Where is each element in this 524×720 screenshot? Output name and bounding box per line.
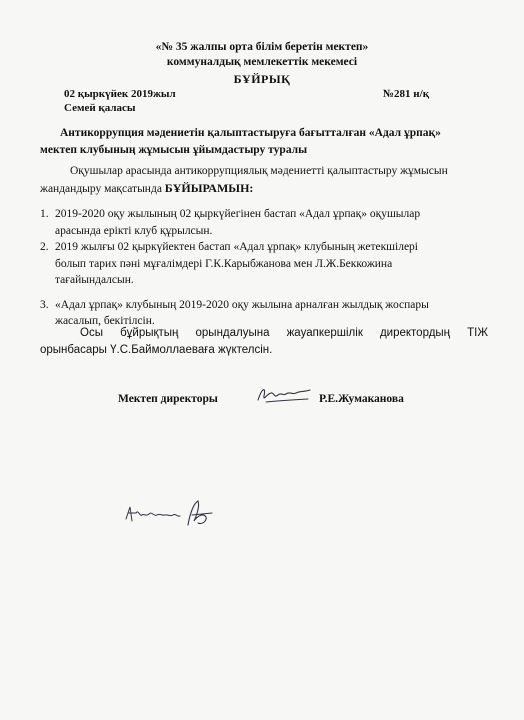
- order-item: [40, 239, 490, 289]
- responsibility-line2: орынбасары Ү.С.Баймоллаеваға жүктелсін.: [40, 344, 273, 356]
- order-item-line: 2019-2020 оқу жылының 02 қыркүйегінен бастап «Адал ұрпақ» оқушылар: [55, 208, 421, 220]
- order-item-number: 1.: [40, 208, 49, 220]
- order-item-number: 3.: [40, 298, 49, 311]
- order-item-line: арасында ерікті клуб құрылсын.: [55, 224, 213, 237]
- subject-line2: мектеп клубының жұмысын ұйымдастыру туралы: [40, 144, 308, 156]
- school-header: [0, 40, 524, 70]
- order-item-line: тағайындалсын.: [55, 274, 134, 286]
- order-item: [40, 206, 490, 239]
- order-item-line: «Адал ұрпақ» клубының 2019-2020 оқу жылына арналған жылдық жоспары: [55, 298, 429, 311]
- intro-line1: Оқушылар арасында антикоррупциялық мәдениетті қалыптастыру жұмысын: [70, 165, 448, 177]
- responsibility-line1: Осы бұйрықтың орындалуына жауапкершілік директордың ТІЖ: [80, 327, 488, 339]
- intro-line2: [40, 180, 485, 198]
- responsibility-clause: [40, 325, 488, 359]
- subject-line1: Антикоррупция мәдениетін қалыптастыруға бағытталған «Адал ұрпақ»: [60, 127, 441, 139]
- intro-line2-text: жандандыру мақсатында: [40, 183, 165, 195]
- order-date: 02 қыркүйек 2019жыл: [64, 88, 176, 100]
- intro-decree-word: БҰЙЫРАМЫН:: [164, 181, 254, 195]
- signatory-title: Мектеп директоры: [118, 393, 218, 405]
- signatory-name: Р.Е.Жумаканова: [319, 393, 404, 405]
- order-items-list: [40, 206, 490, 330]
- order-subject: [40, 125, 441, 159]
- director-signature-image: [252, 380, 314, 410]
- order-item-line: 2019 жылғы 02 қыркүйектен бастап «Адал ұрпақ» клубының жетекшілері: [55, 241, 419, 253]
- order-item-line: жасалып, бекітілсін.: [55, 315, 155, 327]
- order-title: БҰЙРЫҚ: [233, 72, 291, 86]
- order-number: №281 н/қ: [383, 88, 430, 100]
- school-name-line2: коммуналдық мемлекеттік мекемесі: [166, 56, 358, 68]
- order-intro: [40, 163, 485, 198]
- acknowledgement-handwriting-image: [122, 495, 218, 535]
- school-name-line1: «№ 35 жалпы орта білім беретін мектеп»: [155, 41, 369, 53]
- order-item-line: болып тарих пәні мұғалімдері Г.К.Карыбжанова мен Л.Ж.Беккожина: [55, 257, 393, 270]
- order-item-number: 2.: [40, 241, 49, 253]
- order-city: Семей қаласы: [64, 102, 136, 114]
